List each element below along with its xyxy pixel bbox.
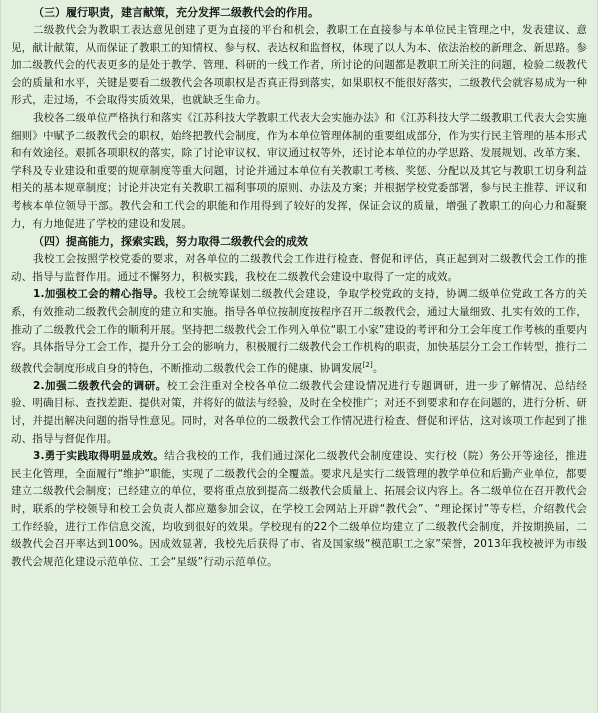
section-4-heading: （四）提高能力，探索实践，努力取得二级教代会的成效 — [33, 235, 308, 249]
section-4-item-1 — [11, 286, 587, 377]
section-4-intro-paragraph: 我校工会按照学校党委的要求，对各单位的二级教代会工作进行检查、督促和评估，真正起到对二级教代会工作的推动、指导与监督作用。通过不懈努力，积极实践，我校在二级教代会建设中取得了一定的成效。 — [11, 253, 587, 283]
section-3-paragraph-2: 我校各二级单位严格执行和落实《江苏科技大学教职工代表大会实施办法》和《江苏科技大学二级教职工代表大会实施细则》中赋予二级教代会的职权，始终把教代会制度，作为本单位管理体制的重要组成部分，作为实行民主管理的基本形式和有效途径。艰抓各项职权的落实，除了讨论审议权、审议通过权等外，还讨论本单位的办学思路、发展规划、改革方案、学科及专业建设和重要的规章制度等重大问题，讨论并通过本单位有关教职工考核、奖惩、分配以及其它与教职工切身利益相关的基本规章制度；讨论并决定有关教职工福利事项的原则、办法及方案；并根据学校党委部署，参与民主推荐、评议和考核本单位领导干部。教代会和工代会的职能和作用得到了较好的发挥，保证会议的质量，增强了教职工的向心力和凝聚力，有力地促进了学校的建设和发展。 — [11, 111, 587, 230]
section-4-item-2 — [11, 378, 587, 448]
item-3-body: 结合我校的工作，我们通过深化二级教代会制度建设、实行校（院）务公开等途径，推进民主化管理，全面履行“维护”职能，实现了二级教代会的全覆盖。要求凡是实行二级管理的教学单位和后勤产业单位，都要建立二级教代会制度；已经建立的单位，要将重点放到提高二级教代会质量上、拓展会议内容上。各二级单位在召开教代会时，联系的学校领导和校工会负责人都应邀参加会议，在学校工会网站上开辟“教代会”、“理论探讨”等专栏，介绍教代会工作经验，进行工作信息交流，均收到很好的效果。学校现有的22个二级单位均建立了二级教代会制度，并按期换届，二级教代会召开率达到100%。因成效显著，我校先后获得了市、省及国家级“模范职工之家”荣誉，2013年我校被评为市级教代会规范化建设示范单位、工会“星级”行动示范单位。 — [11, 450, 587, 568]
section-3-paragraph-1: 二级教代会为教职工表达意见创建了更为直接的平台和机会，教职工在直接参与本单位民主管理之中，发表建议、意见，献计献策，从而保证了教职工的知情权、参与权、表达权和监督权，体现了以人为本、依法治校的新理念、新思路。参加二级教代会的代表更多的是处于教学、管理、科研的一线工作者，所讨论的问题都是教职工所关注的问题，检验二级教代会的质量和水平，关键是要看二级教代会各项职权是否真正得到落实，如果职权不能很好落实，二级教代会就容易成为一种形式，走过场，不会取得实质效果，也就缺乏生命力。 — [11, 24, 587, 107]
section-3-heading: （三）履行职责，建言献策，充分发挥二级教代会的作用。 — [33, 6, 319, 19]
item-3-title: 3.勇于实践取得明显成效。 — [33, 450, 165, 463]
item-1-end: 。 — [372, 362, 384, 375]
section-4-item-3 — [11, 448, 587, 571]
item-1-body: 我校工会统筹谋划二级教代会建设，争取学校党政的支持，协调二级单位党政工各方的关系，有效推动二级教代会制度的建立和实施。指导各单位按制度按程序召开二级教代会，通过大量细致、扎实有效的工作，推动了二级教代会工作的顺利开展。坚持把二级教代会工作列入单位“职工小家”建设的考评和分工会年度工作考核的重要内容。具体指导分工会工作，提升分工会的影响力，积极履行二级教代会工作机构的职责，加快基层分工会工作转型，推行二级教代会制度形成自身的特色，不断推动二级教代会工作的健康、协调发展 — [11, 288, 587, 375]
item-2-title: 2.加强二级教代会的调研。 — [33, 379, 167, 392]
item-2-body: 校工会注重对全校各单位二级教代会建设情况进行专题调研，进一步了解情况、总结经验、明确目标、查找差距、提供对策，并将好的做法与经验，及时在全校推广；对还不到要求和存在问题的，进行分析、研讨，并提出解决问题的指导性意见。同时，对各单位的二级教代会工作情况进行检查、督促和评估，这对该项工作起到了推动、指导与督促作用。 — [11, 379, 587, 445]
citation-ref: [2] — [362, 360, 373, 369]
item-1-title: 1.加强校工会的精心指导。 — [33, 288, 165, 301]
